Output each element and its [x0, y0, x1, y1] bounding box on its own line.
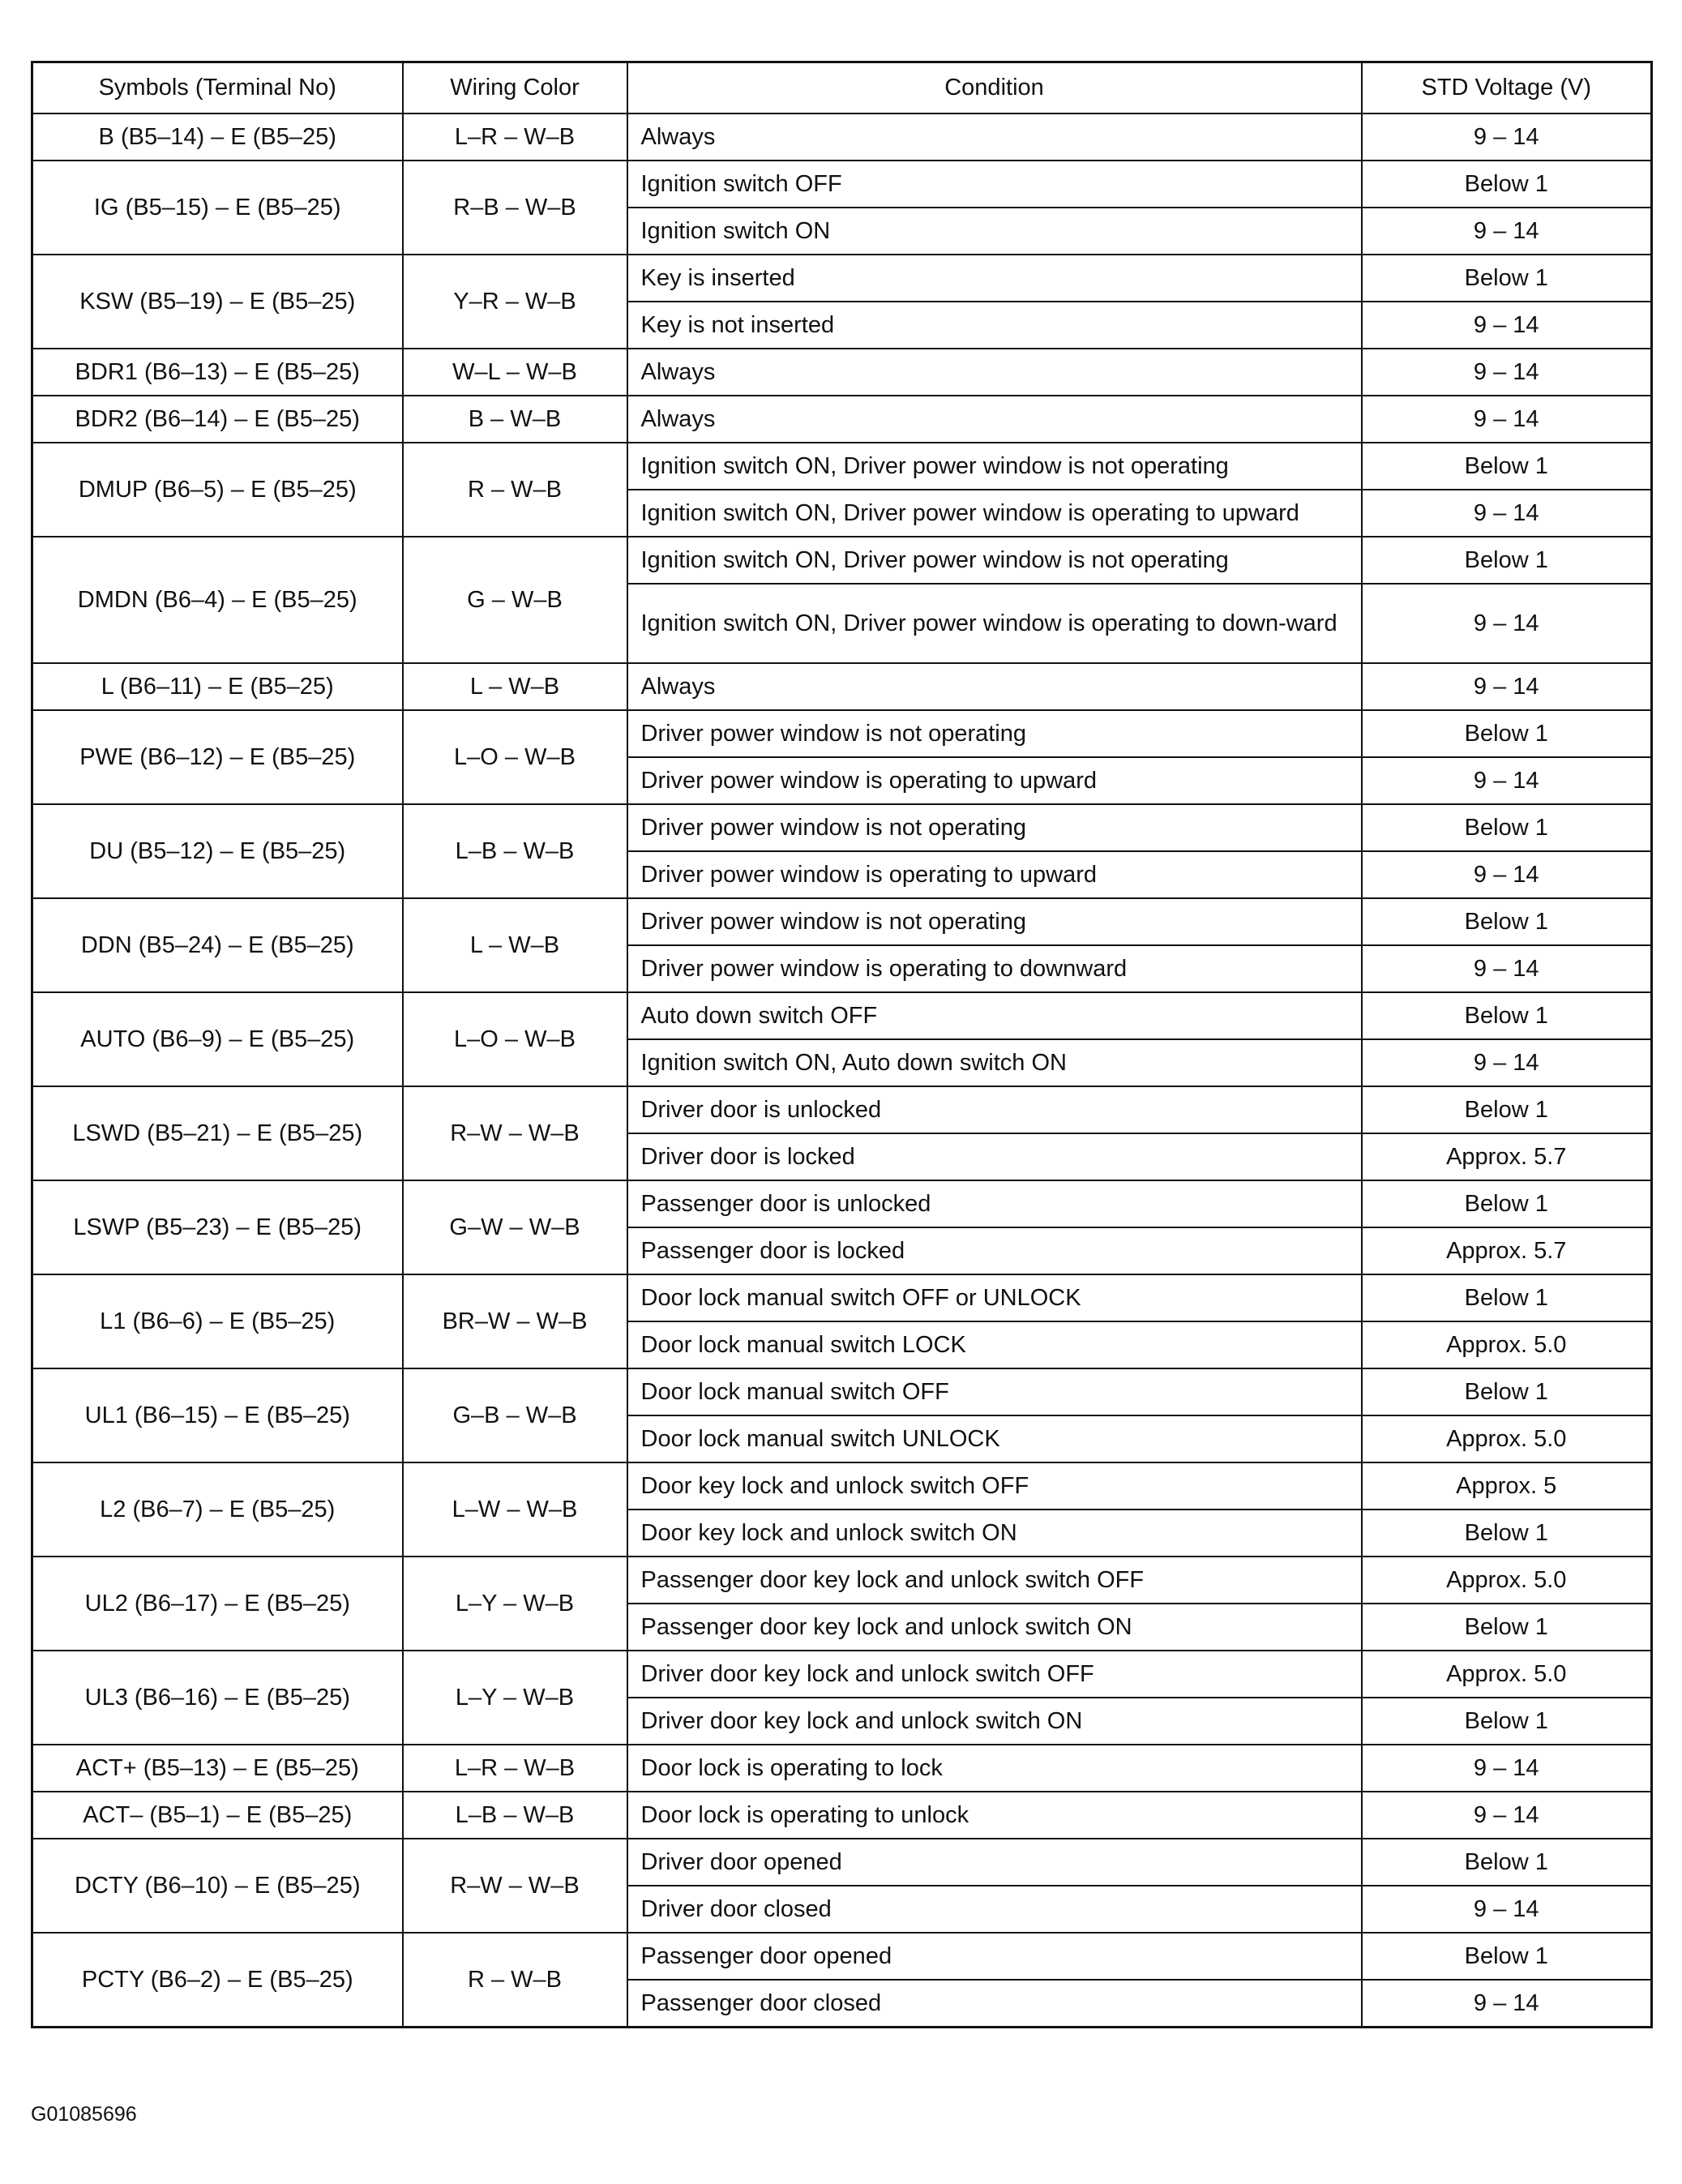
condition-cell: Door lock manual switch LOCK [627, 1321, 1362, 1368]
wiring-color: L–W – W–B [403, 1462, 627, 1557]
table-row [32, 1557, 1652, 1604]
std-voltage-cell: 9 – 14 [1362, 663, 1652, 710]
condition-cell: Door key lock and unlock switch OFF [627, 1462, 1362, 1510]
table-row [32, 1651, 1652, 1698]
table-row [32, 1839, 1652, 1886]
wiring-color: L–Y – W–B [403, 1651, 627, 1745]
condition-cell: Passenger door key lock and unlock switch ON [627, 1604, 1362, 1651]
std-voltage-cell: Below 1 [1362, 1933, 1652, 1980]
std-voltage-cell: 9 – 14 [1362, 757, 1652, 804]
terminal-symbol: BDR1 (B6–13) – E (B5–25) [32, 349, 403, 396]
wiring-color: B – W–B [403, 396, 627, 443]
terminal-symbol: LSWD (B5–21) – E (B5–25) [32, 1086, 403, 1180]
condition-cell: Driver power window is operating to upward [627, 757, 1362, 804]
terminal-symbol: DU (B5–12) – E (B5–25) [32, 804, 403, 898]
terminal-symbol: L (B6–11) – E (B5–25) [32, 663, 403, 710]
condition-cell: Always [627, 396, 1362, 443]
condition-cell: Door lock manual switch UNLOCK [627, 1415, 1362, 1462]
wiring-color: R–B – W–B [403, 161, 627, 255]
condition-cell: Door lock manual switch OFF or UNLOCK [627, 1274, 1362, 1321]
table-row [32, 1086, 1652, 1133]
terminal-voltage-table [31, 61, 1653, 2028]
std-voltage-cell: 9 – 14 [1362, 490, 1652, 537]
wiring-color: R–W – W–B [403, 1839, 627, 1933]
std-voltage-cell: 9 – 14 [1362, 851, 1652, 898]
condition-cell: Driver power window is not operating [627, 898, 1362, 945]
std-voltage-cell: 9 – 14 [1362, 1039, 1652, 1086]
table-row [32, 537, 1652, 584]
table-body [32, 113, 1652, 2028]
header-std-voltage: STD Voltage (V) [1362, 62, 1652, 114]
std-voltage-cell: Below 1 [1362, 1180, 1652, 1227]
std-voltage-cell: Below 1 [1362, 1274, 1652, 1321]
table-row [32, 1368, 1652, 1415]
wiring-color: L–O – W–B [403, 710, 627, 804]
condition-cell: Driver power window is not operating [627, 710, 1362, 757]
std-voltage-cell: Below 1 [1362, 161, 1652, 208]
wiring-color: L – W–B [403, 898, 627, 992]
condition-cell: Passenger door closed [627, 1980, 1362, 2028]
terminal-symbol: UL2 (B6–17) – E (B5–25) [32, 1557, 403, 1651]
std-voltage-cell: 9 – 14 [1362, 302, 1652, 349]
condition-cell: Ignition switch ON, Driver power window is not operating [627, 443, 1362, 490]
std-voltage-cell: 9 – 14 [1362, 1886, 1652, 1933]
terminal-symbol: L1 (B6–6) – E (B5–25) [32, 1274, 403, 1368]
table-row [32, 1933, 1652, 1980]
condition-cell: Ignition switch ON [627, 208, 1362, 255]
std-voltage-cell: 9 – 14 [1362, 1745, 1652, 1792]
terminal-symbol: B (B5–14) – E (B5–25) [32, 113, 403, 161]
condition-cell: Ignition switch ON, Driver power window is not operating [627, 537, 1362, 584]
wiring-color: L–B – W–B [403, 1792, 627, 1839]
condition-cell: Always [627, 113, 1362, 161]
condition-cell: Key is inserted [627, 255, 1362, 302]
table-row [32, 992, 1652, 1039]
terminal-symbol: L2 (B6–7) – E (B5–25) [32, 1462, 403, 1557]
wiring-color: R – W–B [403, 1933, 627, 2028]
condition-cell: Ignition switch ON, Auto down switch ON [627, 1039, 1362, 1086]
std-voltage-cell: Below 1 [1362, 1368, 1652, 1415]
condition-cell: Auto down switch OFF [627, 992, 1362, 1039]
wiring-color: R–W – W–B [403, 1086, 627, 1180]
std-voltage-cell: 9 – 14 [1362, 208, 1652, 255]
condition-cell: Passenger door opened [627, 1933, 1362, 1980]
std-voltage-cell: 9 – 14 [1362, 349, 1652, 396]
table-row [32, 161, 1652, 208]
std-voltage-cell: Below 1 [1362, 1510, 1652, 1557]
condition-cell: Always [627, 349, 1362, 396]
condition-cell: Driver door closed [627, 1886, 1362, 1933]
condition-cell: Driver door is unlocked [627, 1086, 1362, 1133]
terminal-symbol: PCTY (B6–2) – E (B5–25) [32, 1933, 403, 2028]
terminal-symbol: DDN (B5–24) – E (B5–25) [32, 898, 403, 992]
condition-cell: Passenger door is unlocked [627, 1180, 1362, 1227]
wiring-color: G–B – W–B [403, 1368, 627, 1462]
condition-cell: Key is not inserted [627, 302, 1362, 349]
terminal-symbol: UL1 (B6–15) – E (B5–25) [32, 1368, 403, 1462]
terminal-symbol: IG (B5–15) – E (B5–25) [32, 161, 403, 255]
std-voltage-cell: Below 1 [1362, 710, 1652, 757]
wiring-color: Y–R – W–B [403, 255, 627, 349]
table-row [32, 396, 1652, 443]
table-row [32, 349, 1652, 396]
terminal-symbol: AUTO (B6–9) – E (B5–25) [32, 992, 403, 1086]
table-row [32, 898, 1652, 945]
std-voltage-cell: Below 1 [1362, 1698, 1652, 1745]
condition-cell: Driver door is locked [627, 1133, 1362, 1180]
condition-cell: Passenger door key lock and unlock switch OFF [627, 1557, 1362, 1604]
std-voltage-cell: Approx. 5.0 [1362, 1415, 1652, 1462]
table-header-row [32, 62, 1652, 114]
wiring-color: L–O – W–B [403, 992, 627, 1086]
std-voltage-cell: Approx. 5 [1362, 1462, 1652, 1510]
condition-cell: Passenger door is locked [627, 1227, 1362, 1274]
condition-cell: Driver door key lock and unlock switch ON [627, 1698, 1362, 1745]
std-voltage-cell: Approx. 5.7 [1362, 1133, 1652, 1180]
condition-cell: Driver power window is not operating [627, 804, 1362, 851]
condition-cell: Driver door opened [627, 1839, 1362, 1886]
wiring-color: BR–W – W–B [403, 1274, 627, 1368]
terminal-symbol: DMDN (B6–4) – E (B5–25) [32, 537, 403, 663]
terminal-symbol: BDR2 (B6–14) – E (B5–25) [32, 396, 403, 443]
std-voltage-cell: Approx. 5.0 [1362, 1651, 1652, 1698]
header-wiring-color: Wiring Color [403, 62, 627, 114]
wiring-color: L–R – W–B [403, 1745, 627, 1792]
condition-cell: Driver power window is operating to downward [627, 945, 1362, 992]
std-voltage-cell: Below 1 [1362, 537, 1652, 584]
wiring-color: L – W–B [403, 663, 627, 710]
condition-cell: Ignition switch ON, Driver power window is operating to upward [627, 490, 1362, 537]
table-row [32, 443, 1652, 490]
std-voltage-cell: 9 – 14 [1362, 945, 1652, 992]
std-voltage-cell: Below 1 [1362, 255, 1652, 302]
condition-cell: Door key lock and unlock switch ON [627, 1510, 1362, 1557]
figure-id: G01085696 [31, 2103, 137, 2126]
std-voltage-cell: Approx. 5.0 [1362, 1557, 1652, 1604]
table-row [32, 113, 1652, 161]
std-voltage-cell: 9 – 14 [1362, 1792, 1652, 1839]
terminal-symbol: KSW (B5–19) – E (B5–25) [32, 255, 403, 349]
std-voltage-cell: Below 1 [1362, 898, 1652, 945]
table-row [32, 1180, 1652, 1227]
table-row [32, 1274, 1652, 1321]
table-row [32, 710, 1652, 757]
table-row [32, 1745, 1652, 1792]
condition-cell: Door lock is operating to unlock [627, 1792, 1362, 1839]
std-voltage-cell: Below 1 [1362, 804, 1652, 851]
std-voltage-cell: Below 1 [1362, 992, 1652, 1039]
terminal-symbol: DCTY (B6–10) – E (B5–25) [32, 1839, 403, 1933]
table-row [32, 255, 1652, 302]
wiring-color: L–B – W–B [403, 804, 627, 898]
std-voltage-cell: Approx. 5.0 [1362, 1321, 1652, 1368]
wiring-color: G – W–B [403, 537, 627, 663]
std-voltage-cell: 9 – 14 [1362, 1980, 1652, 2028]
terminal-symbol: ACT– (B5–1) – E (B5–25) [32, 1792, 403, 1839]
wiring-color: W–L – W–B [403, 349, 627, 396]
condition-cell: Driver door key lock and unlock switch OFF [627, 1651, 1362, 1698]
std-voltage-cell: Below 1 [1362, 1839, 1652, 1886]
std-voltage-cell: 9 – 14 [1362, 113, 1652, 161]
wiring-color: R – W–B [403, 443, 627, 537]
wiring-color: G–W – W–B [403, 1180, 627, 1274]
wiring-color: L–Y – W–B [403, 1557, 627, 1651]
terminal-symbol: DMUP (B6–5) – E (B5–25) [32, 443, 403, 537]
std-voltage-cell: 9 – 14 [1362, 584, 1652, 663]
terminal-symbol: PWE (B6–12) – E (B5–25) [32, 710, 403, 804]
std-voltage-cell: Approx. 5.7 [1362, 1227, 1652, 1274]
std-voltage-cell: Below 1 [1362, 1604, 1652, 1651]
condition-cell: Driver power window is operating to upward [627, 851, 1362, 898]
condition-cell: Door lock is operating to lock [627, 1745, 1362, 1792]
wiring-color: L–R – W–B [403, 113, 627, 161]
condition-cell: Ignition switch ON, Driver power window is operating to down-ward [627, 584, 1362, 663]
std-voltage-cell: 9 – 14 [1362, 396, 1652, 443]
terminal-symbol: UL3 (B6–16) – E (B5–25) [32, 1651, 403, 1745]
table-row [32, 1792, 1652, 1839]
terminal-symbol: ACT+ (B5–13) – E (B5–25) [32, 1745, 403, 1792]
condition-cell: Ignition switch OFF [627, 161, 1362, 208]
table-row [32, 1462, 1652, 1510]
table-row [32, 663, 1652, 710]
header-symbols: Symbols (Terminal No) [32, 62, 403, 114]
condition-cell: Door lock manual switch OFF [627, 1368, 1362, 1415]
table-row [32, 804, 1652, 851]
terminal-symbol: LSWP (B5–23) – E (B5–25) [32, 1180, 403, 1274]
std-voltage-cell: Below 1 [1362, 1086, 1652, 1133]
condition-cell: Always [627, 663, 1362, 710]
header-condition: Condition [627, 62, 1362, 114]
std-voltage-cell: Below 1 [1362, 443, 1652, 490]
